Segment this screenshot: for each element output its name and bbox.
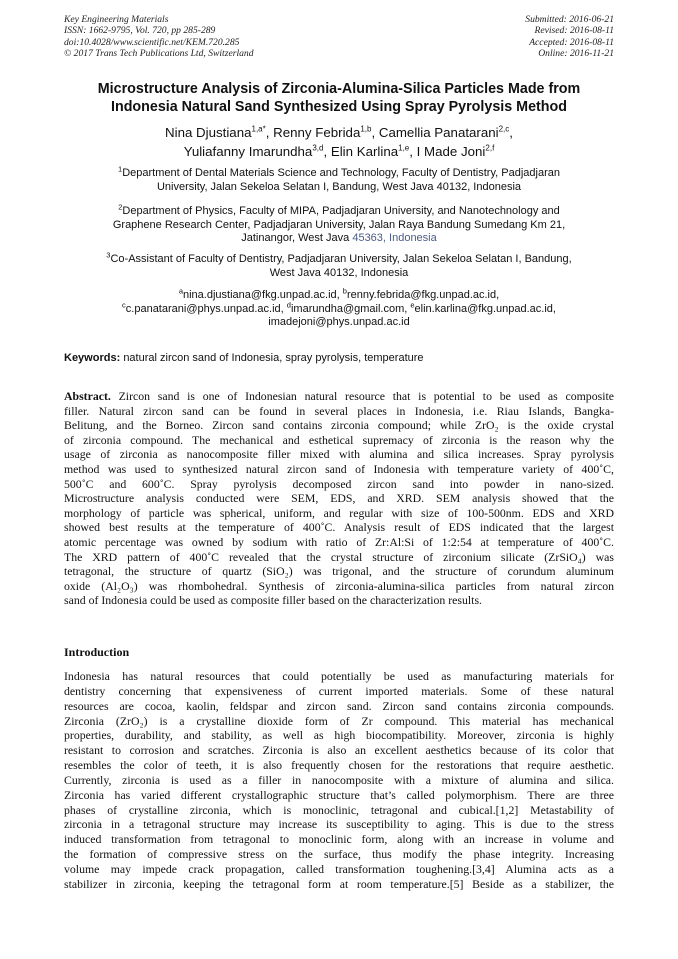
- author-sup: 2,c: [498, 124, 510, 134]
- keywords: [64, 352, 424, 364]
- email-link[interactable]: elin.karlina@fkg.unpad.ac.id: [414, 302, 553, 315]
- affiliation-line: [40, 250, 638, 267]
- abstract-line: 500˚C and 600˚C. Spray pyrolysis decomposed zircon sand into powder in nano-sized.: [64, 476, 614, 491]
- email-link[interactable]: nina.djustiana@fkg.unpad.ac.id: [182, 289, 337, 301]
- author-sup: 1,a*: [251, 124, 266, 134]
- intro-line: induced transformation from tetragonal to monoclinic form, along with an increase in volume and: [64, 832, 614, 847]
- email-letter: e: [410, 299, 415, 309]
- journal-doi[interactable]: doi:10.4028/www.scientific.net/KEM.720.285: [64, 36, 240, 48]
- email-letter: a: [178, 286, 183, 296]
- email-line: [40, 316, 638, 330]
- intro-line: resistant to corrosion and scratches. Zirconia is also an excellent aesthetics because of its color that: [64, 743, 614, 758]
- affiliation-text: Department of Physics, Faculty of MIPA, Padjadjaran University, and Nanotechnology and: [122, 205, 560, 217]
- author-list: [40, 124, 638, 161]
- email-letter: d: [286, 299, 291, 309]
- author-name: Nina Djustiana: [165, 125, 252, 140]
- affiliation-text-blue: 45363, Indonesia: [352, 232, 437, 245]
- intro-line: the formation of compressive stress on the surface, thus modify the phase integrity. Increasing: [64, 847, 614, 862]
- author-sup: 2,f: [485, 143, 495, 153]
- journal-issn: ISSN: 1662-9795, Vol. 720, pp 285-289: [64, 25, 216, 37]
- keywords-text: natural zircon sand of Indonesia, spray pyrolysis, temperature: [123, 352, 424, 364]
- email-link[interactable]: c.panatarani@phys.unpad.ac.id: [125, 302, 281, 315]
- affiliation-line: [40, 202, 638, 219]
- affiliation-text: Department of Dental Materials Science and Technology, Faculty of Dentistry, Padjadjaran: [122, 167, 560, 179]
- abstract-line: morphology of particle was spherical, uniform, and regular with size of 100-500nm. EDS and XRD: [64, 505, 614, 520]
- abstract-line: tetragonal, the structure of quartz (SiO₂) was trigonal, and the structure of corundum aluminum: [64, 564, 614, 579]
- intro-line: properties, durability, and stability, as well as high biocompatibility. Moreover, zirconia is highly: [64, 728, 614, 743]
- journal-copyright: © 2017 Trans Tech Publications Ltd, Switzerland: [64, 48, 254, 60]
- author-sep: ,: [265, 125, 274, 140]
- intro-line: zirconia in a tetragonal structure may increase its susceptibility to aging. This is due to the stress: [64, 817, 614, 832]
- email-line: $^c$c.panatarani@phys.unpad.ac.id, $^d$imarundha@gmail.com, $^e$elin.karlina@fkg.unpad.ac.id,: [122, 299, 556, 315]
- abstract: [64, 389, 614, 608]
- author-sep: ,: [323, 143, 331, 159]
- affiliation-1: [40, 164, 638, 194]
- affiliation-line: Graphene Research Center, Padjadjaran University, Jalan Raya Bandung Sumedang Km 21,: [112, 218, 566, 231]
- affiliation-line: [40, 232, 638, 246]
- abstract-line: sand of Indonesia could be used as composite filler based on the characterization results.: [64, 593, 482, 608]
- abstract-line: of zirconia compound. The mechanical and esthetical supremacy of zirconia is the reason why the: [64, 432, 614, 447]
- author-sep: ,: [509, 125, 513, 140]
- intro-line: dentistry concerning that expensiveness of current imported materials. Some of these natural: [64, 683, 614, 698]
- intro-line: Currently, zirconia is used as a filler in nanocomposite with a mixture of alumina and silica.: [64, 772, 614, 787]
- abstract-line: method was used to synthesized natural zircon sand of Indonesia with temperature variety of 400˚C,: [64, 461, 614, 476]
- intro-line: Zirconia has varied different crystallographic structure that’s called polymorphism. There are three: [64, 787, 614, 802]
- email-letter: c: [122, 299, 126, 309]
- author-sup: 1,e: [398, 143, 410, 153]
- abstract-line: usage of zirconia as nanocomposite filler mixed with alumina and silica increases. Spray pyrolysis: [64, 447, 614, 462]
- keywords-label: Keywords:: [64, 352, 121, 364]
- email-link[interactable]: renny.febrida@fkg.unpad.ac.id: [346, 289, 497, 301]
- author-sep: ,: [409, 143, 417, 159]
- affiliation-line: [40, 164, 638, 181]
- affiliation-3: [40, 250, 638, 280]
- author-sup: 3,d: [312, 143, 324, 153]
- introduction-body: [64, 669, 614, 892]
- affiliation-number: 1: [118, 164, 123, 174]
- intro-line: Zirconia (ZrO₂) is a crystalline dioxide form of Zr compound. This material has mechanical: [64, 713, 614, 728]
- intro-line: Indonesia has natural resources that could potentially be used as manufacturing materials for: [64, 669, 614, 683]
- date-submitted: Submitted: 2016-06-21: [525, 14, 614, 25]
- email-list: [40, 286, 638, 330]
- affiliation-text: Jatinangor, West Java: [241, 232, 353, 245]
- intro-line: volume may impede crack propagation, called transformation toughening.[3,4] Alumina acts as a: [64, 861, 614, 876]
- date-accepted: Accepted: 2016-08-11: [529, 36, 614, 48]
- intro-line: stabilizer in zirconia, keeping the tetragonal form at room temperature.[5] Beside as a stabilizer, the: [64, 876, 614, 891]
- author-line: [40, 143, 638, 162]
- author-name: Camellia Panatarani: [378, 125, 499, 140]
- abstract-line: oxide (Al₂O₃) was rhombohedral. Synthesis of zirconia-alumina-silica particles from natural zircon: [64, 578, 614, 593]
- author-line: [40, 124, 638, 143]
- date-revised: Revised: 2016-08-11: [534, 25, 614, 37]
- abstract-line: atomic percentage was owned by sodium with ratio of Zr:Al:Si of 1:2:54 at temperature of 400˚C.: [64, 534, 614, 549]
- title-line: Microstructure Analysis of Zirconia-Alumina-Silica Particles Made from: [97, 81, 581, 97]
- author-name: Elin Karlina: [330, 143, 399, 159]
- abstract-line: showed best results at the temperature of 400˚C. Analysis result of EDS indicated that the largest: [64, 520, 614, 535]
- abstract-line: filler. Natural zircon sand can be found in several places in Indonesia, i.e. Riau Islands, Bangka-: [64, 403, 614, 418]
- author-name: Yuliafanny Imarundha: [183, 143, 313, 159]
- intro-line: resources are cocoa, kaolin, feldspar and zircon sand. Zircon sand contains zirconia compounds.: [64, 698, 614, 713]
- section-heading-introduction: Introduction: [64, 645, 130, 659]
- title-line: Indonesia Natural Sand Synthesized Using Spray Pyrolysis Method: [110, 99, 568, 115]
- abstract-line: Microstructure analysis conducted were SEM, EDS, and XRD. SEM analysis showed that the: [64, 491, 614, 506]
- intro-line: phases of crystalline zirconia, which is monoclinic, tetragonal and cubical.[1,2] Metastability of: [64, 802, 614, 817]
- journal-name: Key Engineering Materials: [64, 14, 169, 25]
- affiliation-text: Co-Assistant of Faculty of Dentistry, Padjadjaran University, Jalan Sekeloa Selatan I, Bandung,: [110, 253, 572, 265]
- affiliation-number: 3: [106, 250, 111, 260]
- affiliation-number: 2: [118, 202, 123, 212]
- publication-dates: [525, 14, 614, 60]
- author-sep: ,: [371, 125, 379, 140]
- email-link[interactable]: imadejoni@phys.unpad.ac.id: [268, 316, 410, 329]
- email-line: $^a$nina.djustiana@fkg.unpad.ac.id, $^b$renny.febrida@fkg.unpad.ac.id,: [178, 286, 500, 301]
- abstract-label: Abstract.: [64, 389, 111, 403]
- abstract-text: Zircon sand is one of Indonesian natural resource that is potential to be used as composite: [110, 389, 614, 403]
- abstract-line: The XRD pattern of 400˚C revealed that the crystal structure of zirconium silicate (ZrSiO₄) was: [64, 549, 614, 564]
- affiliation-2: [40, 202, 638, 246]
- journal-info: [64, 14, 254, 60]
- date-online: Online: 2016-11-21: [538, 48, 614, 60]
- paper-title: [40, 80, 638, 116]
- email-link[interactable]: imarundha@gmail.com: [290, 302, 405, 315]
- abstract-line: [64, 389, 614, 404]
- intro-line: resembles the color of teeth, it is also frequently chosen for the restorations that require aesthetic.: [64, 758, 614, 773]
- email-letter: b: [342, 286, 347, 296]
- abstract-line: Belitung, and the Borneo. Zircon sand contains zirconia compound; while ZrO₂ is the oxide crystal: [64, 418, 614, 433]
- affiliation-line: West Java 40132, Indonesia: [269, 266, 409, 279]
- author-name: Renny Febrida: [273, 125, 361, 140]
- author-name: I Made Joni: [416, 143, 486, 159]
- affiliation-line: University, Jalan Sekeloa Selatan I, Bandung, West Java 40132, Indonesia: [156, 180, 522, 193]
- author-sup: 1,b: [360, 124, 372, 134]
